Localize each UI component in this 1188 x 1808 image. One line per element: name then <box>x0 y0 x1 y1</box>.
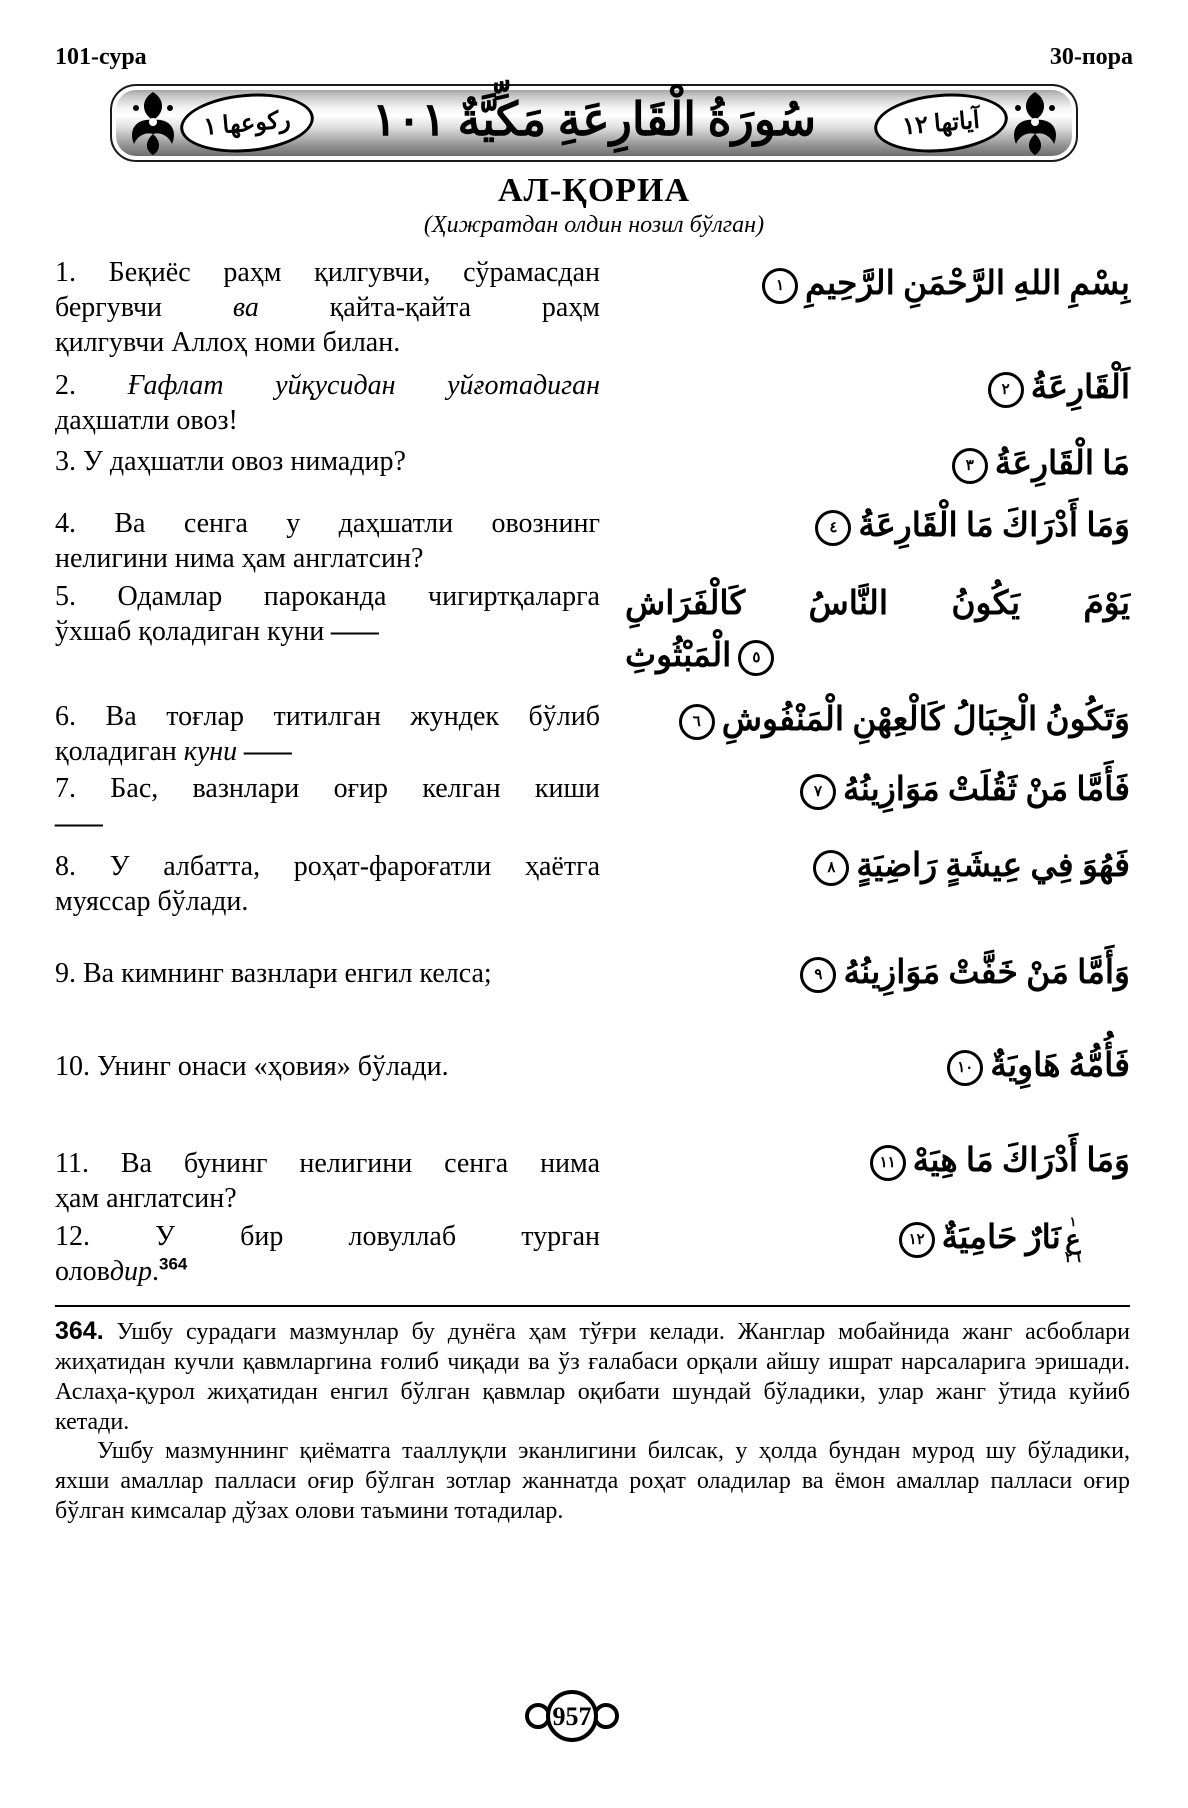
footnote-paragraph-1: 364. Ушбу сурадаги мазмунлар бу дунёга ҳам тўғри келади. Жанглар мобайнида жанг асбоблари жиҳатидан кучли қавмларгина ғолиб чиқади ва ўз ғалабаси орқали айшу ишрат нарсаларига эришади. Аслаҳа-қурол жиҳатидан енгил бўлган қавмлар оқибати шундай бўладики, улар жанг ўтида куйиб кетади. <box>55 1317 1131 1435</box>
ayah-marker: ٥ <box>738 640 774 676</box>
footnote-reference: 364 <box>159 1254 188 1274</box>
ruku-count-medallion <box>178 88 317 157</box>
verse-11-translation: 11. Ва бунинг нелигини сенга нима ҳам англатсин? <box>55 1148 600 1214</box>
verse-12-arabic: ١ ع ٢٦ نَارٌ حَامِيَةٌ١٢ <box>625 1212 1130 1266</box>
running-head <box>55 44 1133 71</box>
ayah-marker: ١٠ <box>947 1050 983 1086</box>
verse-11-arabic: وَمَا أَدْرَاكَ مَا هِيَهْ١١ <box>625 1135 1130 1187</box>
surah-title-band <box>110 84 1078 162</box>
verse-5-arabic: يَوْمَ يَكُونُ النَّاسُ كَالْفَرَاشِ ٥الْمَبْثُوثِ <box>625 578 1130 682</box>
verse-1-translation: 1. Беқиёс раҳм қилгувчи, сўрамасдан бергувчи ва қайта-қайта раҳм қилгувчи Аллоҳ номи билан. <box>55 257 601 358</box>
verse-2-arabic: اَلْقَارِعَةُ٢ <box>625 362 1130 414</box>
footnote-divider <box>55 1305 1130 1307</box>
verse-8-arabic: فَهُوَ فِي عِيشَةٍ رَاضِيَةٍ٨ <box>625 840 1130 892</box>
verse-3-arabic: مَا الْقَارِعَةُ٣ <box>625 438 1130 490</box>
ayah-marker: ٣ <box>952 448 988 484</box>
verse-5-translation: 5. Одамлар пароканда чигиртқаларга ўхшаб қоладиган куни — <box>55 581 600 647</box>
ayah-marker: ٨ <box>813 850 849 886</box>
verse-2-translation: 2. Ғафлат уйқусидан уйғотадиган даҳшатли овоз! <box>55 370 600 436</box>
verse-9-arabic: وَأَمَّا مَنْ خَفَّتْ مَوَازِينُهُ٩ <box>625 947 1130 999</box>
ayah-marker: ١٢ <box>899 1222 935 1258</box>
verse-4-arabic: وَمَا أَدْرَاكَ مَا الْقَارِعَةُ٤ <box>625 500 1130 552</box>
verse-3-translation: 3. У даҳшатли овоз нимадир? <box>55 446 406 477</box>
ayah-marker: ٤ <box>815 510 851 546</box>
floral-ornament-icon <box>126 90 180 156</box>
footnote-paragraph-2: Ушбу мазмуннинг қиёматга тааллуқли эканлигини билсак, у ҳолда бундан мурод шу бўладики, яхши амаллар палласи оғир бўлган зотлар жаннатда роҳат оладилар ва ёмон амаллар палласи оғир бўлган кимсалар дўзах олови таъмини тотадилар. <box>55 1438 1130 1524</box>
verse-8-translation: 8. У албатта, роҳат-фароғатли ҳаётга муяссар бўлади. <box>55 851 600 917</box>
ayah-marker: ٦ <box>679 704 715 740</box>
page-number: 957 <box>552 1702 592 1731</box>
juz-number-label: 30-пора <box>1049 44 1133 70</box>
ruku-count-label: ركوعها ١ <box>202 106 292 141</box>
surah-number-label: 101-сура <box>55 44 147 70</box>
ayah-marker: ٢ <box>988 372 1024 408</box>
verse-10-translation: 10. Унинг онаси «ҳовия» бўлади. <box>55 1051 449 1082</box>
page-number-cartouche <box>524 1688 620 1744</box>
floral-ornament-icon <box>1008 90 1062 156</box>
verse-1-arabic: بِسْمِ اللهِ الرَّحْمَنِ الرَّحِيمِ١ <box>625 258 1130 310</box>
ruku-marker: ١ ع ٢٦ <box>1064 1213 1081 1267</box>
verse-6-arabic: وَتَكُونُ الْجِبَالُ كَالْعِهْنِ الْمَنْفُوشِ٦ <box>625 694 1130 746</box>
verse-7-translation: 7. Бас, вазнлари оғир келган киши — <box>55 773 600 839</box>
verse-10-arabic: فَأُمُّهُ هَاوِيَةٌ١٠ <box>625 1040 1130 1092</box>
surah-subtitle: (Ҳижратдан олдин нозил бўлган) <box>423 212 765 238</box>
footnote-number: 364. <box>55 1317 104 1345</box>
surah-title: АЛ-ҚОРИА <box>497 172 691 209</box>
verse-12-translation: 12. У бир ловуллаб турган оловдир.$^{364}$ <box>55 1221 600 1287</box>
verse-9-translation: 9. Ва кимнинг вазнлари енгил келса; <box>55 958 492 989</box>
ayah-marker: ٧ <box>800 774 836 810</box>
ayat-count-medallion <box>872 88 1011 157</box>
ayah-marker: ١ <box>762 268 798 304</box>
verse-6-translation: 6. Ва тоғлар титилган жундек бўлиб қоладиган куни — <box>55 701 600 767</box>
ayat-count-label: آياتها ١٢ <box>901 107 981 140</box>
verse-4-translation: 4. Ва сенга у даҳшатли овознинг нелигини нима ҳам англатсин? <box>55 508 600 574</box>
ayah-marker: ٩ <box>800 957 836 993</box>
ayah-marker: ١١ <box>870 1145 906 1181</box>
surah-calligraphy: سُورَةُ الْقَارِعَةِ مَكِّيَّةٌ ١٠١ <box>371 94 817 145</box>
verse-7-arabic: فَأَمَّا مَنْ ثَقُلَتْ مَوَازِينُهُ٧ <box>625 764 1130 816</box>
